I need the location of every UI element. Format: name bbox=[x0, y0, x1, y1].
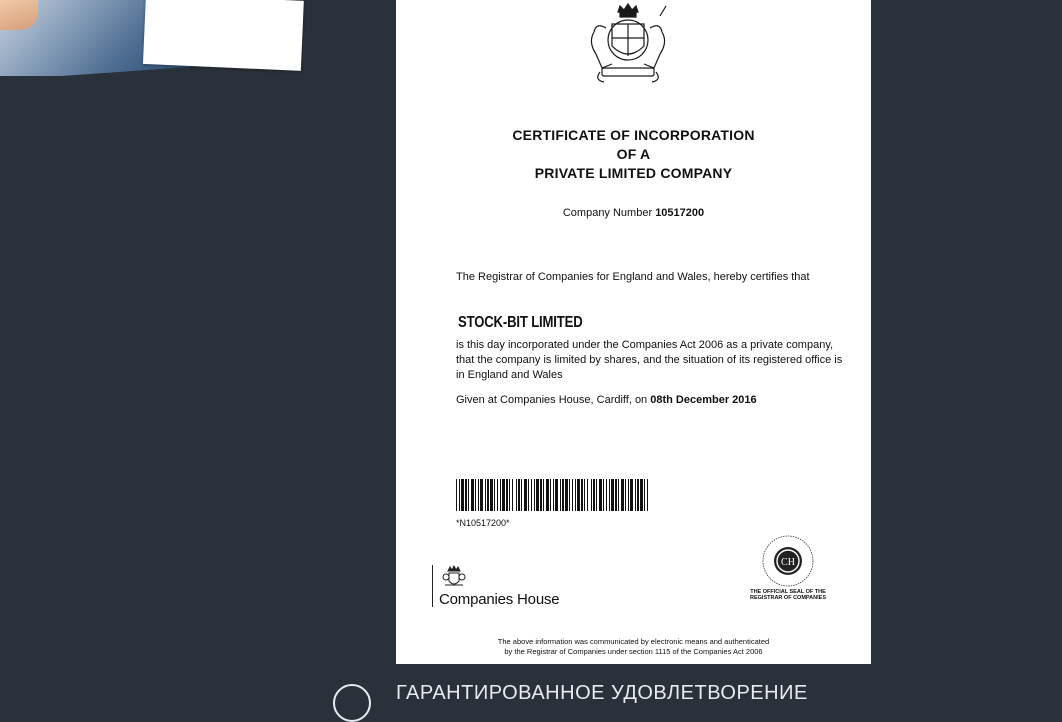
seal-caption: THE OFFICIAL SEAL OF THE REGISTRAR OF COMPANIES bbox=[750, 589, 826, 601]
barcode-bar bbox=[536, 479, 539, 511]
barcode-bar bbox=[575, 479, 576, 511]
barcode-bar bbox=[500, 479, 501, 511]
company-number-line bbox=[396, 207, 871, 219]
barcode-bar bbox=[546, 479, 549, 511]
barcode-bar bbox=[565, 479, 568, 511]
barcode-bar bbox=[506, 479, 508, 511]
circle-check-icon bbox=[333, 684, 371, 722]
barcode-bar bbox=[593, 479, 595, 511]
barcode-bar bbox=[611, 479, 614, 511]
registrar-seal-icon bbox=[752, 534, 824, 590]
barcode-bar bbox=[490, 479, 493, 511]
barcode-bar bbox=[644, 479, 645, 511]
footer-line1: The above information was communicated by electronic means and authenticated bbox=[497, 637, 770, 646]
registrar-text: The Registrar of Companies for England and Wales, hereby certifies that bbox=[456, 271, 810, 283]
barcode-bar bbox=[637, 479, 639, 511]
barcode-bar bbox=[572, 479, 573, 511]
company-number-value: 10517200 bbox=[655, 207, 705, 219]
barcode-bar bbox=[599, 479, 602, 511]
barcode-bar bbox=[475, 479, 476, 511]
company-name: STOCK-BIT LIMITED bbox=[458, 314, 583, 331]
barcode-bar bbox=[577, 479, 580, 511]
barcode-bar bbox=[562, 479, 564, 511]
barcode-bar bbox=[555, 479, 558, 511]
barcode-bar bbox=[640, 479, 643, 511]
barcode-bar bbox=[456, 479, 457, 511]
barcode-bar bbox=[534, 479, 535, 511]
given-date: 08th December 2016 bbox=[650, 394, 757, 406]
barcode-bar bbox=[569, 479, 570, 511]
barcode-bar bbox=[591, 479, 592, 511]
barcode-bar bbox=[609, 479, 610, 511]
companies-house-label: Companies House bbox=[439, 591, 560, 608]
barcode-bar bbox=[581, 479, 583, 511]
barcode-bar bbox=[485, 479, 486, 511]
barcode-bar bbox=[497, 479, 498, 511]
companies-house-crest-icon bbox=[432, 565, 482, 593]
barcode-bar bbox=[516, 479, 517, 511]
barcode-bar bbox=[487, 479, 489, 511]
barcode-bar bbox=[468, 479, 469, 511]
barcode-bar bbox=[459, 479, 460, 511]
royal-coat-of-arms-icon bbox=[580, 2, 676, 84]
business-photo bbox=[0, 0, 305, 76]
barcode-bar bbox=[647, 479, 648, 511]
company-number-label: Company Number bbox=[562, 207, 653, 219]
barcode-bar bbox=[587, 479, 588, 511]
certificate-title-line2: OF A bbox=[616, 146, 651, 162]
certificate-title-line1: CERTIFICATE OF INCORPORATION bbox=[512, 127, 755, 143]
barcode-bar bbox=[531, 479, 532, 511]
barcode-bar bbox=[518, 479, 520, 511]
guarantee-title: ГАРАНТИРОВАННОЕ УДОВЛЕТВОРЕНИЕ bbox=[396, 682, 808, 704]
footer-line2: by the Registrar of Companies under section 1115 of the Companies Act 2006 bbox=[504, 647, 763, 656]
barcode-bar bbox=[615, 479, 617, 511]
barcode-bar bbox=[618, 479, 619, 511]
photo-paper bbox=[143, 0, 304, 71]
barcode-bar bbox=[478, 479, 479, 511]
given-line bbox=[456, 394, 757, 406]
barcode-bar bbox=[553, 479, 554, 511]
svg-text:CH: CH bbox=[781, 557, 795, 568]
barcode-bar bbox=[521, 479, 522, 511]
barcode-bar bbox=[502, 479, 505, 511]
barcode-bar bbox=[630, 479, 633, 511]
barcode-bar bbox=[461, 479, 464, 511]
barcode-bar bbox=[625, 479, 626, 511]
given-text: Given at Companies House, Cardiff, on bbox=[456, 394, 648, 406]
barcode-bar bbox=[560, 479, 561, 511]
incorporation-text: is this day incorporated under the Companies Act 2006 as a private company, that the company is limited by shares, and the situation of its registered office is in England and Wales bbox=[456, 339, 843, 381]
barcode-bar bbox=[543, 479, 544, 511]
barcode-bar bbox=[524, 479, 527, 511]
barcode-bar bbox=[494, 479, 495, 511]
barcode-bar bbox=[528, 479, 529, 511]
barcode-bar bbox=[465, 479, 467, 511]
barcode-text: *N10517200* bbox=[456, 518, 510, 528]
certificate-title-line3: PRIVATE LIMITED COMPANY bbox=[534, 165, 733, 181]
barcode-bar bbox=[471, 479, 474, 511]
barcode-bar bbox=[512, 479, 513, 511]
barcode-bar bbox=[550, 479, 551, 511]
barcode-bar bbox=[584, 479, 585, 511]
barcode-bar bbox=[480, 479, 483, 511]
barcode-bar bbox=[596, 479, 597, 511]
certificate-document bbox=[396, 0, 871, 664]
barcode-bar bbox=[635, 479, 636, 511]
barcode-bar bbox=[628, 479, 629, 511]
barcode-bar bbox=[621, 479, 624, 511]
barcode-bar bbox=[509, 479, 510, 511]
barcode-bar bbox=[606, 479, 607, 511]
footer-note bbox=[396, 637, 871, 657]
barcode-bar bbox=[603, 479, 604, 511]
barcode bbox=[456, 479, 650, 511]
barcode-bar bbox=[540, 479, 542, 511]
